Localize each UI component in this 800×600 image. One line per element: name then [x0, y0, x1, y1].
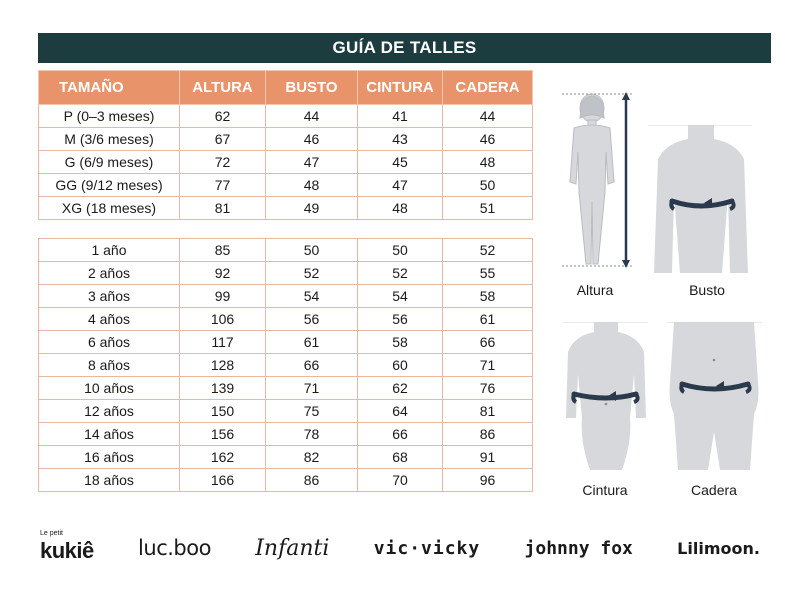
- page-title: GUÍA DE TALLES: [38, 33, 771, 63]
- baby-size-table: [38, 70, 533, 220]
- brand-logos: [30, 528, 770, 568]
- altura-label: Altura: [576, 282, 614, 298]
- kids-size-table: [38, 238, 533, 492]
- cadera-cell: 55: [443, 262, 533, 285]
- cadera-cell: 86: [443, 423, 533, 446]
- cadera-cell: 46: [443, 128, 533, 151]
- altura-cell: 162: [180, 446, 266, 469]
- table-row: [39, 423, 533, 446]
- cintura-cell: 58: [358, 331, 443, 354]
- cintura-label: Cintura: [582, 482, 628, 498]
- table-row: [39, 174, 533, 197]
- cintura-cell: 50: [358, 239, 443, 262]
- cintura-cell: 66: [358, 423, 443, 446]
- busto-cell: 52: [266, 262, 358, 285]
- altura-cell: 67: [180, 128, 266, 151]
- altura-cell: 117: [180, 331, 266, 354]
- brand-johnny-fox: johnny fox: [524, 537, 633, 559]
- cadera-cell: 48: [443, 151, 533, 174]
- busto-cell: 71: [266, 377, 358, 400]
- cadera-cell: 58: [443, 285, 533, 308]
- busto-cell: 82: [266, 446, 358, 469]
- cadera-cell: 76: [443, 377, 533, 400]
- busto-cell: 61: [266, 331, 358, 354]
- size-cell: XG (18 meses): [39, 197, 180, 220]
- busto-cell: 50: [266, 239, 358, 262]
- altura-cell: 77: [180, 174, 266, 197]
- brand-kukie-prefix: Le petit: [40, 530, 63, 537]
- brand-vic-vicky: vic·vicky: [373, 537, 481, 559]
- cadera-cell: 44: [443, 105, 533, 128]
- cadera-cell: 52: [443, 239, 533, 262]
- busto-cell: 54: [266, 285, 358, 308]
- cadera-label: Cadera: [691, 482, 737, 498]
- altura-cell: 62: [180, 105, 266, 128]
- cintura-cell: 70: [358, 469, 443, 492]
- altura-cell: 139: [180, 377, 266, 400]
- header-cadera: CADERA: [443, 71, 533, 105]
- cadera-cell: 61: [443, 308, 533, 331]
- table-row: [39, 377, 533, 400]
- busto-cell: 46: [266, 128, 358, 151]
- table-row: [39, 354, 533, 377]
- brand-lucboo: luc.boo: [138, 536, 211, 560]
- cadera-cell: 91: [443, 446, 533, 469]
- brand-kukie-name: kukiê: [40, 538, 94, 563]
- size-cell: P (0–3 meses): [39, 105, 180, 128]
- cintura-cell: 56: [358, 308, 443, 331]
- table-row: [39, 400, 533, 423]
- size-cell: G (6/9 meses): [39, 151, 180, 174]
- cintura-cell: 62: [358, 377, 443, 400]
- altura-cell: 92: [180, 262, 266, 285]
- cintura-cell: 45: [358, 151, 443, 174]
- cadera-cell: 51: [443, 197, 533, 220]
- table-row: [39, 262, 533, 285]
- cadera-cell: 66: [443, 331, 533, 354]
- cadera-cell: 71: [443, 354, 533, 377]
- table-row: [39, 331, 533, 354]
- size-cell: M (3/6 meses): [39, 128, 180, 151]
- table-row: [39, 308, 533, 331]
- cintura-cell: 60: [358, 354, 443, 377]
- cadera-cell: 81: [443, 400, 533, 423]
- altura-cell: 166: [180, 469, 266, 492]
- cintura-cell: 43: [358, 128, 443, 151]
- altura-cell: 72: [180, 151, 266, 174]
- busto-cell: 44: [266, 105, 358, 128]
- busto-cell: 86: [266, 469, 358, 492]
- altura-cell: 128: [180, 354, 266, 377]
- busto-cell: 75: [266, 400, 358, 423]
- size-cell: 4 años: [39, 308, 180, 331]
- cadera-figure: [664, 322, 764, 470]
- busto-cell: 66: [266, 354, 358, 377]
- header-cintura: CINTURA: [358, 71, 443, 105]
- brand-lilimoon: Lilimoon.: [677, 538, 760, 558]
- busto-cell: 47: [266, 151, 358, 174]
- size-cell: 18 años: [39, 469, 180, 492]
- cintura-cell: 48: [358, 197, 443, 220]
- busto-cell: 48: [266, 174, 358, 197]
- cadera-cell: 96: [443, 469, 533, 492]
- cintura-cell: 68: [358, 446, 443, 469]
- cintura-cell: 41: [358, 105, 443, 128]
- table-row: [39, 105, 533, 128]
- brand-le-petit-kukie: [40, 532, 94, 564]
- size-cell: GG (9/12 meses): [39, 174, 180, 197]
- cintura-cell: 52: [358, 262, 443, 285]
- table-row: [39, 285, 533, 308]
- size-cell: 12 años: [39, 400, 180, 423]
- size-cell: 3 años: [39, 285, 180, 308]
- altura-figure: [560, 92, 640, 272]
- altura-cell: 81: [180, 197, 266, 220]
- altura-cell: 106: [180, 308, 266, 331]
- size-cell: 16 años: [39, 446, 180, 469]
- header-altura: ALTURA: [180, 71, 266, 105]
- size-cell: 6 años: [39, 331, 180, 354]
- table-row: [39, 239, 533, 262]
- table-row: [39, 469, 533, 492]
- busto-figure: [646, 125, 756, 273]
- header-busto: BUSTO: [266, 71, 358, 105]
- table-row: [39, 151, 533, 174]
- header-tamano: TAMAÑO: [39, 71, 180, 105]
- size-cell: 10 años: [39, 377, 180, 400]
- busto-cell: 78: [266, 423, 358, 446]
- table-header-row: [39, 71, 533, 105]
- cadera-cell: 50: [443, 174, 533, 197]
- table-row: [39, 446, 533, 469]
- cintura-cell: 54: [358, 285, 443, 308]
- altura-cell: 150: [180, 400, 266, 423]
- table-row: [39, 197, 533, 220]
- cintura-cell: 47: [358, 174, 443, 197]
- altura-cell: 156: [180, 423, 266, 446]
- size-cell: 8 años: [39, 354, 180, 377]
- table-row: [39, 128, 533, 151]
- busto-cell: 49: [266, 197, 358, 220]
- size-cell: 2 años: [39, 262, 180, 285]
- cintura-cell: 64: [358, 400, 443, 423]
- size-cell: 1 año: [39, 239, 180, 262]
- busto-label: Busto: [689, 282, 725, 298]
- busto-cell: 56: [266, 308, 358, 331]
- altura-cell: 85: [180, 239, 266, 262]
- brand-infanti: Infanti: [255, 535, 330, 561]
- altura-cell: 99: [180, 285, 266, 308]
- size-cell: 14 años: [39, 423, 180, 446]
- cintura-figure: [560, 322, 652, 470]
